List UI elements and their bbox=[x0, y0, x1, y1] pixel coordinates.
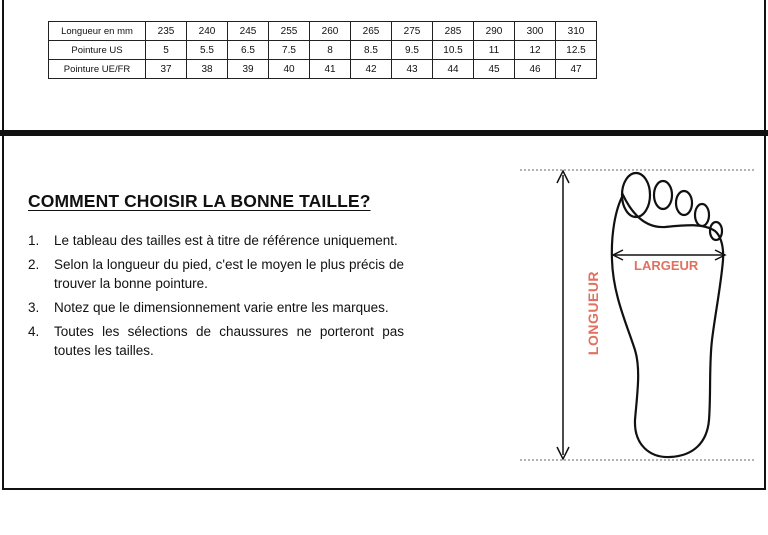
size-cell: 300 bbox=[515, 22, 556, 41]
size-table bbox=[48, 21, 597, 79]
step-text: Selon la longueur du pied, c'est le moyen le plus précis de trouver la bonne pointure. bbox=[54, 257, 404, 291]
size-cell: 260 bbox=[310, 22, 351, 41]
step-text: Le tableau des tailles est à titre de référence uniquement. bbox=[54, 233, 398, 248]
step-number: 1. bbox=[28, 233, 40, 248]
size-cell: 37 bbox=[146, 60, 187, 79]
size-cell: 38 bbox=[187, 60, 228, 79]
size-cell: 9.5 bbox=[392, 41, 433, 60]
width-label: LARGEUR bbox=[634, 258, 699, 273]
size-cell: 39 bbox=[228, 60, 269, 79]
size-cell: 240 bbox=[187, 22, 228, 41]
size-row-label: Longueur en mm bbox=[49, 22, 146, 41]
size-cell: 47 bbox=[556, 60, 597, 79]
size-table-row bbox=[49, 22, 597, 41]
size-cell: 285 bbox=[433, 22, 474, 41]
size-row-label: Pointure UE/FR bbox=[49, 60, 146, 79]
size-cell: 12.5 bbox=[556, 41, 597, 60]
size-cell: 6.5 bbox=[228, 41, 269, 60]
guide-title: COMMENT CHOISIR LA BONNE TAILLE? bbox=[28, 191, 371, 211]
foot-measurement-figure bbox=[515, 165, 760, 465]
size-cell: 12 bbox=[515, 41, 556, 60]
size-cell: 245 bbox=[228, 22, 269, 41]
step-number: 3. bbox=[28, 300, 40, 315]
step-item bbox=[28, 255, 404, 293]
step-item bbox=[28, 322, 404, 360]
size-cell: 41 bbox=[310, 60, 351, 79]
size-cell: 46 bbox=[515, 60, 556, 79]
size-cell: 11 bbox=[474, 41, 515, 60]
step-item bbox=[28, 298, 404, 317]
size-table-body bbox=[49, 22, 597, 79]
step-number: 4. bbox=[28, 324, 40, 339]
size-cell: 42 bbox=[351, 60, 392, 79]
size-cell: 45 bbox=[474, 60, 515, 79]
size-cell: 275 bbox=[392, 22, 433, 41]
step-text: Toutes les sélections de chaussures ne porteront pas toutes les tailles. bbox=[54, 324, 404, 358]
foot-outline-icon bbox=[612, 195, 723, 457]
size-cell: 255 bbox=[269, 22, 310, 41]
length-label: LONGUEUR bbox=[585, 270, 601, 356]
size-cell: 8.5 bbox=[351, 41, 392, 60]
step-text: Notez que le dimensionnement varie entre les marques. bbox=[54, 300, 389, 315]
toe-icons bbox=[622, 173, 722, 240]
size-cell: 5.5 bbox=[187, 41, 228, 60]
size-cell: 5 bbox=[146, 41, 187, 60]
size-table-row bbox=[49, 41, 597, 60]
size-cell: 7.5 bbox=[269, 41, 310, 60]
size-cell: 8 bbox=[310, 41, 351, 60]
size-cell: 40 bbox=[269, 60, 310, 79]
size-cell: 310 bbox=[556, 22, 597, 41]
step-number: 2. bbox=[28, 257, 40, 272]
size-table-row bbox=[49, 60, 597, 79]
size-cell: 265 bbox=[351, 22, 392, 41]
size-cell: 235 bbox=[146, 22, 187, 41]
length-arrow bbox=[557, 171, 569, 459]
guide-steps bbox=[28, 231, 404, 365]
step-item bbox=[28, 231, 404, 250]
size-cell: 290 bbox=[474, 22, 515, 41]
size-cell: 10.5 bbox=[433, 41, 474, 60]
size-cell: 43 bbox=[392, 60, 433, 79]
size-row-label: Pointure US bbox=[49, 41, 146, 60]
size-cell: 44 bbox=[433, 60, 474, 79]
